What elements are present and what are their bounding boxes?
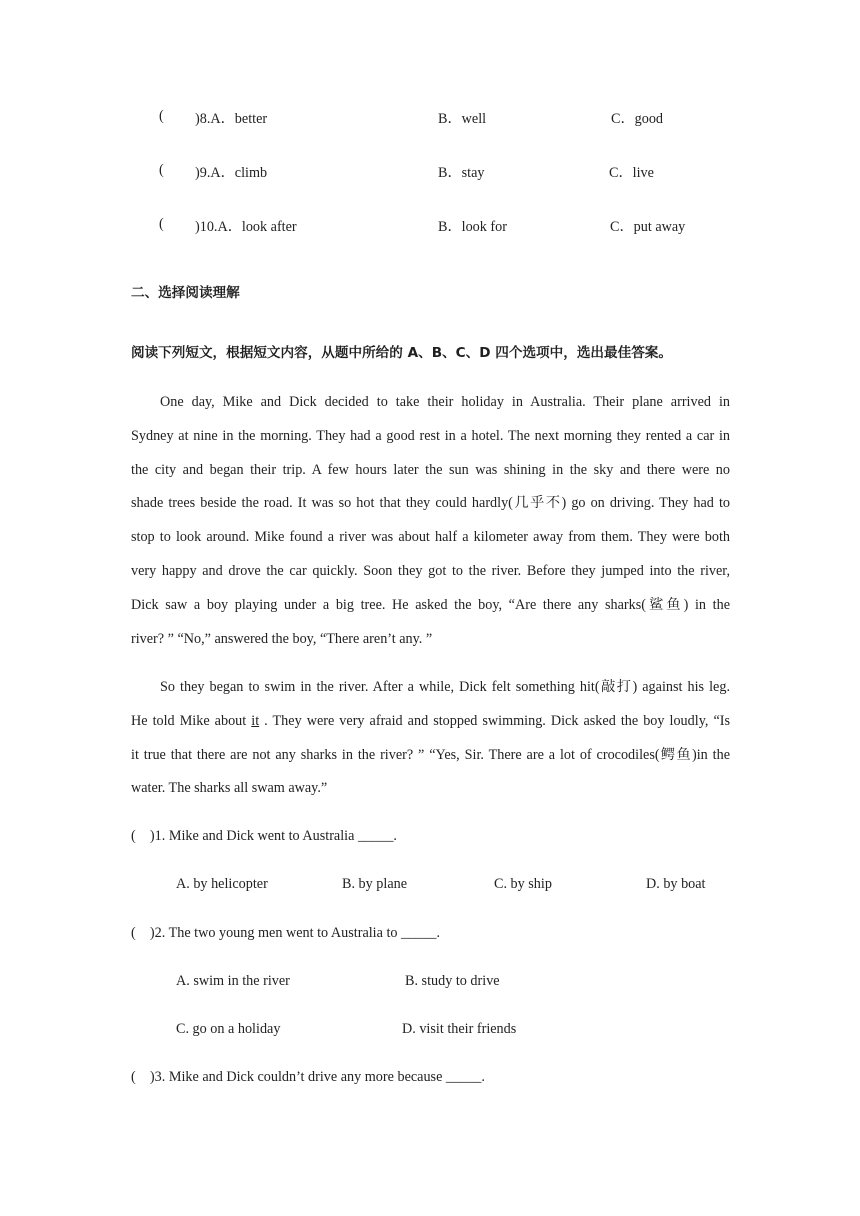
passage-line: One day, Mike and Dick decided to take their holiday in Australia. Their plane arrived in	[160, 394, 730, 410]
answer-bracket: (	[159, 162, 164, 178]
option-a: )10.A．look after	[195, 219, 297, 235]
option-b: B. study to drive	[405, 973, 500, 989]
passage-line: Dick saw a boy playing under a big tree. He asked the boy, “Are there any sharks(鲨鱼) in the	[131, 596, 730, 613]
answer-bracket: (	[159, 108, 164, 124]
option-c: C．live	[609, 165, 654, 181]
passage-line: Sydney at nine in the morning. They had a good rest in a hotel. The next morning they rented a car in	[131, 427, 730, 444]
passage-line: stop to look around. Mike found a river was about half a kilometer away from them. They were both	[131, 529, 730, 546]
passage-line: it true that there are not any sharks in the river? ” “Yes, Sir. There are a lot of crocodiles(鳄鱼)in the	[131, 746, 730, 763]
option-a: )8.A．better	[195, 111, 268, 127]
answer-bracket: (	[159, 216, 164, 232]
option-b: B. by plane	[342, 876, 408, 892]
passage-line: river? ” “No,” answered the boy, “There aren’t any. ”	[131, 630, 433, 647]
section-heading: 二、选择阅读理解	[131, 285, 240, 301]
passage-line: very happy and drove the car quickly. Soon they got to the river. Before they jumped into the river,	[131, 562, 730, 579]
option-b: B．well	[438, 111, 487, 127]
underlined-word: it	[251, 712, 260, 729]
passage-paragraph-1	[131, 386, 730, 656]
text-fragment: He told Mike about	[131, 712, 252, 729]
option-a: A. swim in the river	[176, 973, 290, 989]
option-a: )9.A．climb	[195, 165, 268, 181]
question-stem: ( )2. The two young men went to Australia to _____.	[131, 925, 441, 941]
passage-line: the city and began their trip. A few hours later the sun was shining in the sky and there were no	[131, 461, 730, 478]
option-d: D. visit their friends	[402, 1021, 517, 1037]
option-c: C. go on a holiday	[176, 1021, 281, 1037]
option-b: B．look for	[438, 219, 507, 235]
option-c: C. by ship	[494, 876, 552, 892]
option-a: A. by helicopter	[176, 876, 268, 892]
question-stem: ( )3. Mike and Dick couldn’t drive any more because _____.	[131, 1069, 485, 1085]
passage-paragraph-2	[131, 671, 730, 806]
option-b: B．stay	[438, 165, 485, 181]
passage-line: shade trees beside the road. It was so hot that they could hardly(几乎不) go on driving. They had to	[131, 495, 730, 512]
instruction-text: 阅读下列短文，根据短文内容，从题中所给的 A、B、C、D 四个选项中，选出最佳答案。	[131, 345, 672, 361]
option-c: C．good	[611, 111, 664, 127]
option-d: D. by boat	[646, 876, 706, 892]
passage-line	[131, 705, 730, 739]
question-stem: ( )1. Mike and Dick went to Australia _____.	[131, 828, 397, 844]
passage-line: So they began to swim in the river. After a while, Dick felt something hit(敲打) against his leg.	[160, 679, 730, 695]
passage-line: water. The sharks all swam away.”	[131, 780, 328, 797]
option-c: C．put away	[610, 219, 686, 235]
text-fragment: . They were very afraid and stopped swimming. Dick asked the boy loudly, “Is	[259, 712, 730, 729]
